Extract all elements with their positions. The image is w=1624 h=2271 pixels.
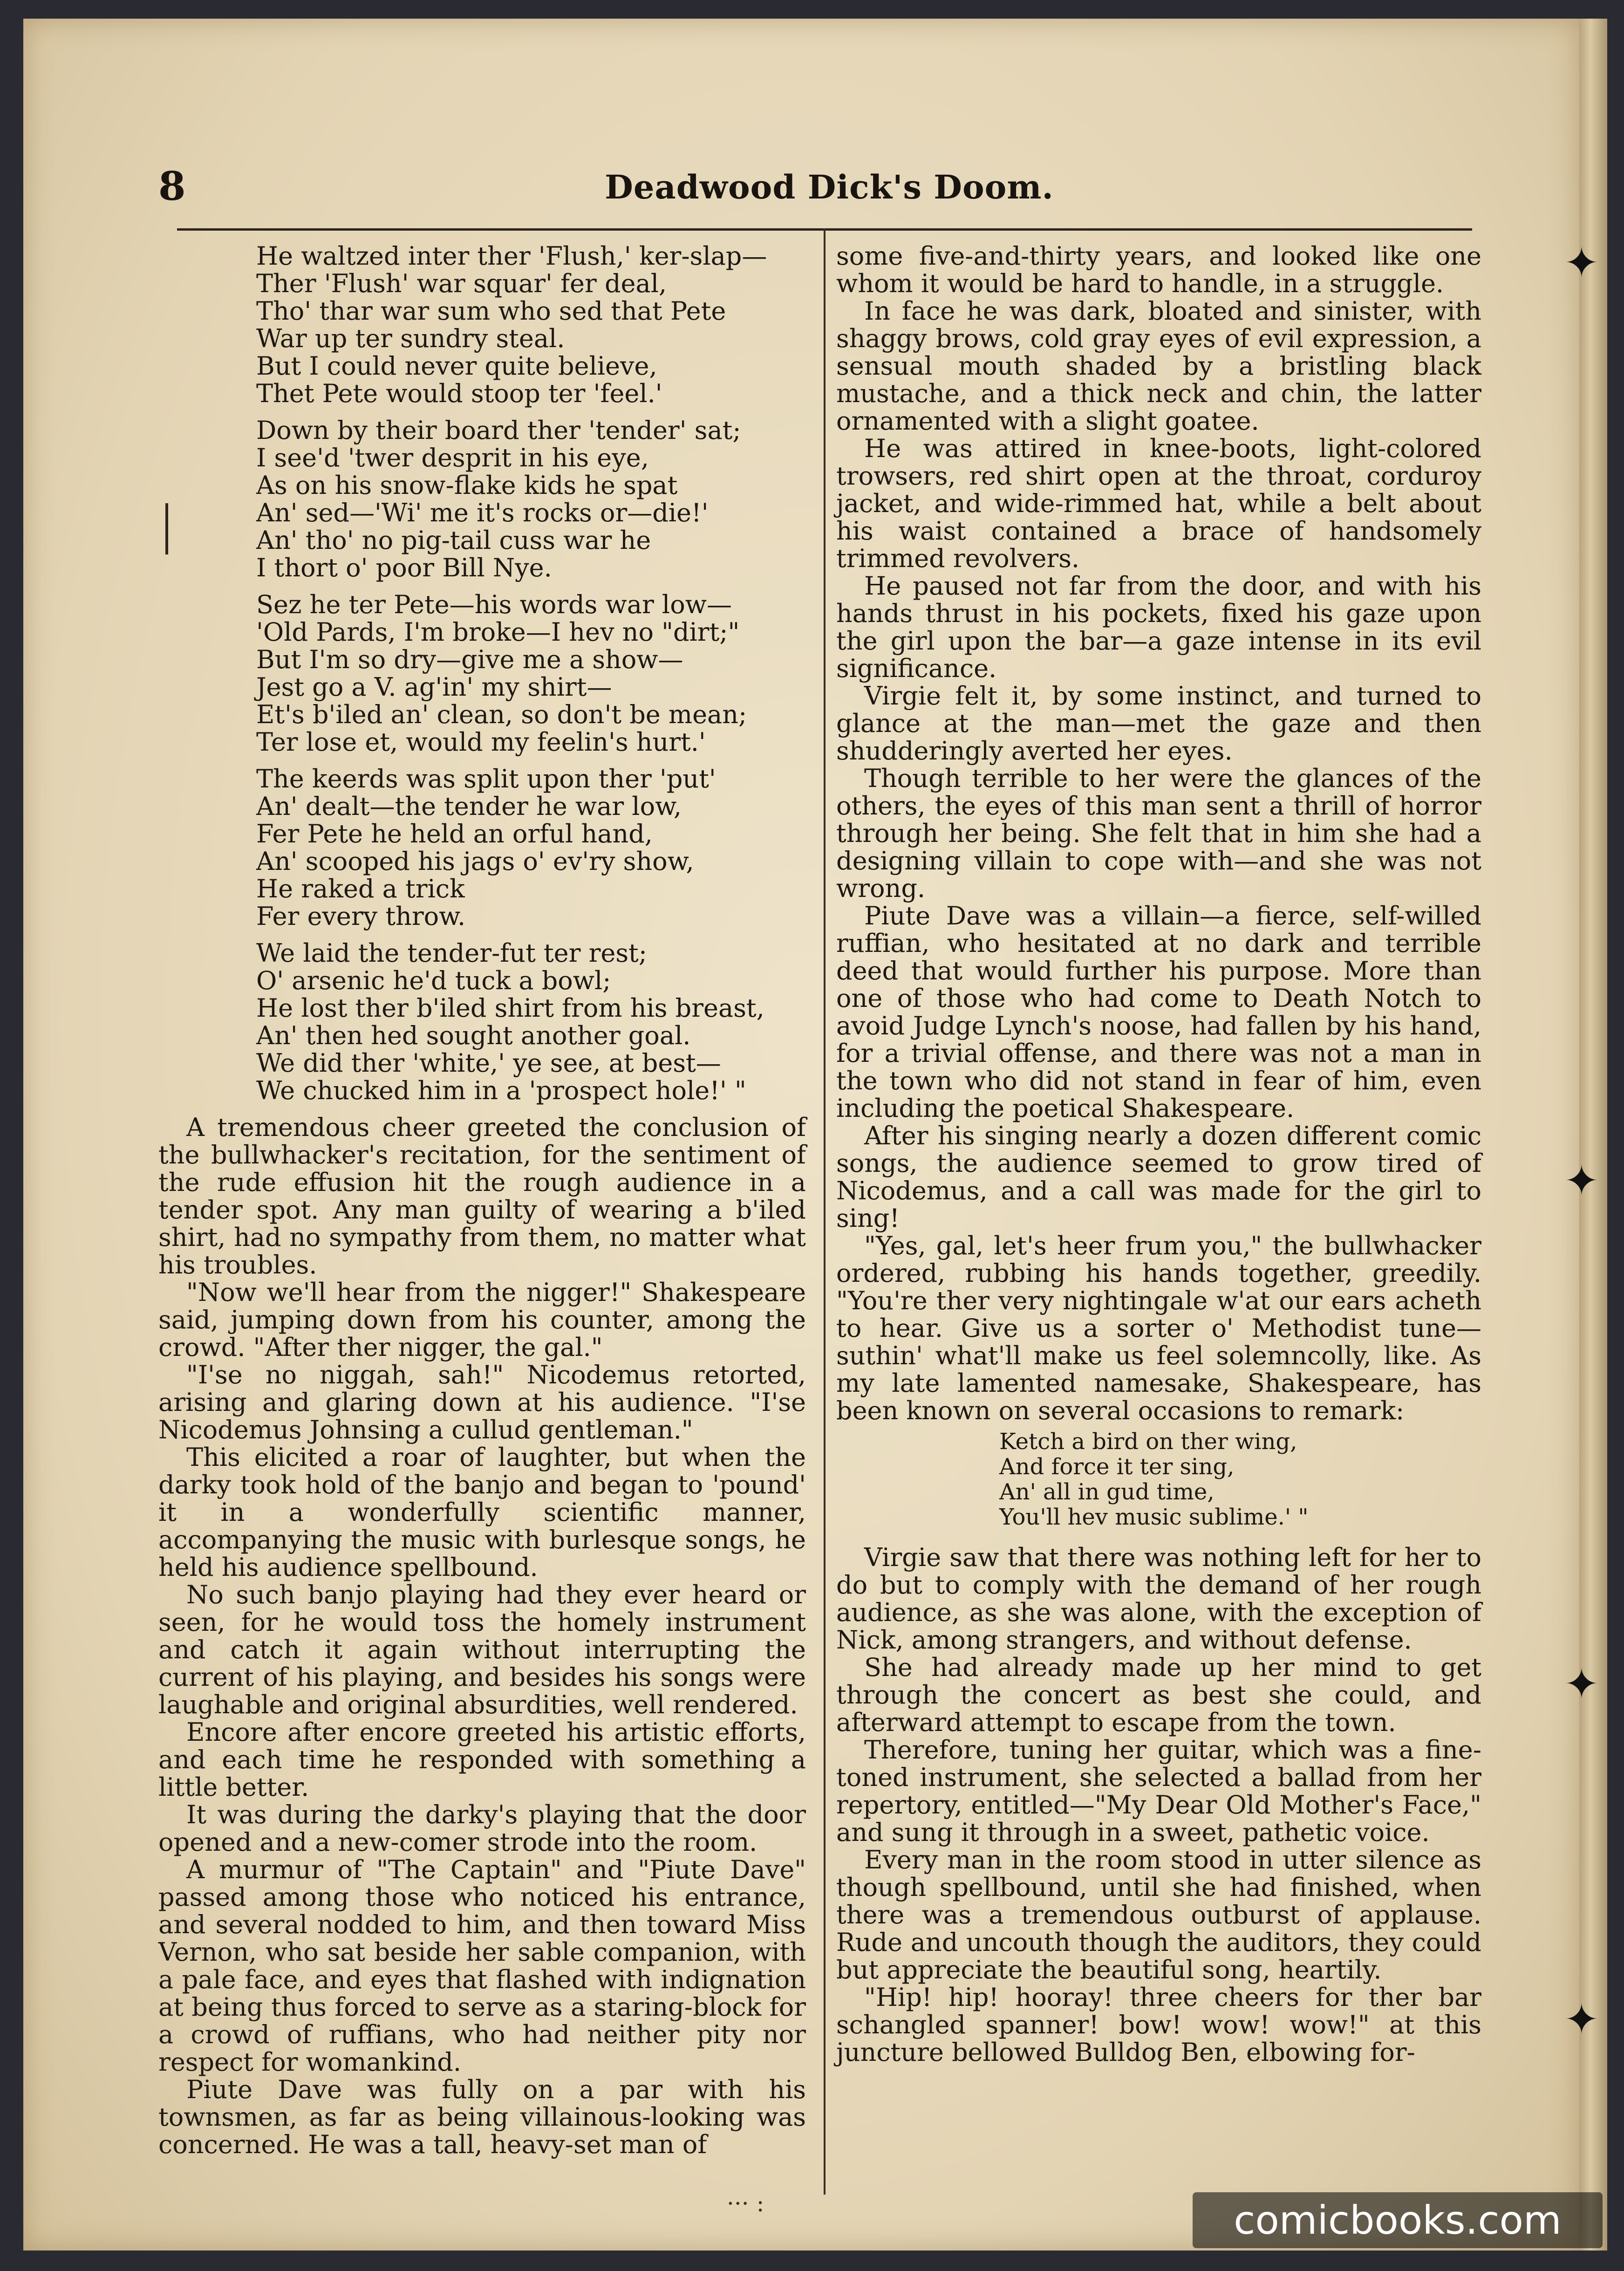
footer-mark: ··· : (727, 2190, 764, 2217)
verse-line: Tho' thar war sum who sed that Pete (256, 296, 726, 326)
verse-stanza (256, 242, 806, 407)
paragraph: some five-and-thirty years, and looked like one whom it would be hard to handle, in a struggle. (836, 241, 1481, 298)
verse-line: An' dealt—the tender he war low, (256, 792, 682, 821)
paragraph: "Now we'll hear from the nigger!" Shakespeare said, jumping down from his counter, among the crowd. "After ther nigger, the gal." (158, 1278, 806, 1362)
verse-line: We laid the tender-fut ter rest; (256, 938, 647, 968)
paragraph: Piute Dave was a villain—a fierce, self-willed ruffian, who hesitated at no dark and terrible deed that would further his purpose. More than one of those who had come to Death Notch to avoid Judge Lynch's noose, had fallen by his hand, for a trivial offense, and there was not a man in the town who did not stand in fear of him, even including the poetical Shakespeare. (836, 901, 1481, 1123)
paragraph: He was attired in knee-boots, light-colored trowsers, red shirt open at the throat, corduroy jacket, and wide-rimmed hat, while a belt about his waist contained a brace of handsomely trimmed revolvers. (836, 434, 1481, 573)
verse-stanza (256, 591, 806, 756)
verse-stanza (256, 417, 806, 581)
verse-line: I see'd 'twer desprit in his eye, (256, 443, 649, 472)
paragraph: Therefore, tuning her guitar, which was a fine-toned instrument, she selected a ballad from her repertory, entitled—"My Dear Old Mother's Face," and sung it through in a sweet, pathetic voice. (836, 1735, 1481, 1847)
staple-icon: ✦ (1564, 1156, 1599, 1205)
verse-line: He lost ther b'iled shirt from his breast, (256, 993, 764, 1023)
verse-block (158, 242, 806, 1104)
column-divider (824, 228, 826, 2195)
verse-line: O' arsenic he'd tuck a bowl; (256, 966, 611, 995)
paragraph: No such banjo playing had they ever heard or seen, for he would toss the homely instrument and catch it again without interrupting the current of his playing, and besides his songs were laughable and original absurdities, well rendered. (158, 1580, 806, 1719)
right-paragraphs-before-song (836, 242, 1481, 1424)
staple-icon: ✦ (1564, 1660, 1599, 1709)
verse-line: Fer Pete he held an orful hand, (256, 819, 653, 848)
verse-line: An' scooped his jags o' ev'ry show, (256, 847, 694, 876)
paragraph: "I'se no niggah, sah!" Nicodemus retorted, arising and glaring down at his audience. "I'se Nicodemus Johnsing a cullud gentleman." (158, 1360, 806, 1444)
verse-line: But I could never quite believe, (256, 351, 657, 381)
verse-line: The keerds was split upon ther 'put' (256, 764, 716, 793)
paragraph: She had already made up her mind to get through the concert as best she could, and afterward attempt to escape from the town. (836, 1653, 1481, 1737)
page-binding-edge (1579, 19, 1607, 2250)
verse-line: Thet Pete would stoop ter 'feel.' (256, 379, 662, 408)
song-line: You'll hev music sublime.' " (999, 1504, 1309, 1530)
page-number: 8 (158, 163, 186, 209)
verse-line: We did ther 'white,' ye see, at best— (256, 1048, 721, 1078)
paragraph: A tremendous cheer greeted the conclusion of the bullwhacker's recitation, for the sentiment of the rude effusion hit the rough audience in a tender spot. Any man guilty of wearing a b'iled shirt, had no sympathy from them, no matter what his troubles. (158, 1113, 806, 1279)
verse-stanza (256, 765, 806, 930)
song-line: An' all in gud time, (999, 1479, 1215, 1505)
verse-line: He waltzed inter ther 'Flush,' ker-slap— (256, 241, 767, 271)
right-paragraphs-after-song (836, 1544, 1481, 2066)
verse-line: Ter lose et, would my feelin's hurt.' (256, 727, 706, 757)
left-paragraphs (158, 1114, 806, 2158)
song-line: And force it ter sing, (999, 1454, 1235, 1480)
paragraph: Every man in the room stood in utter silence as though spellbound, until she had finished, when there was a tremendous outburst of applause. Rude and uncouth though the auditors, they could but appreciate the beautiful song, heartily. (836, 1845, 1481, 1984)
verse-line: An' then hed sought another goal. (256, 1021, 691, 1050)
verse-stanza (256, 939, 806, 1104)
verse-line: As on his snow-flake kids he spat (256, 471, 678, 500)
verse-line: Sez he ter Pete—his words war low— (256, 590, 732, 619)
verse-line: I thort o' poor Bill Nye. (256, 553, 552, 582)
paragraph: "Hip! hip! hooray! three cheers for ther bar schangled spanner! bow! wow! wow!" at this juncture bellowed Bulldog Ben, elbowing for- (836, 1983, 1481, 2067)
paragraph: Virgie felt it, by some instinct, and turned to glance at the man—met the gaze and then shudderingly averted her eyes. (836, 681, 1481, 766)
page-header (158, 154, 1500, 224)
verse-line: But I'm so dry—give me a show— (256, 645, 683, 674)
paragraph: Encore after encore greeted his artistic efforts, and each time he responded with something a little better. (158, 1717, 806, 1802)
paragraph: Virgie saw that there was nothing left for her to do but to comply with the demand of her rough audience, as she was alone, with the exception of Nick, among strangers, and without defense. (836, 1543, 1481, 1655)
verse-line: War up ter sundry steal. (256, 324, 565, 353)
paragraph: After his singing nearly a dozen different comic songs, the audience seemed to grow tired of Nicodemus, and a call was made for the girl to sing! (836, 1121, 1481, 1233)
paragraph: This elicited a roar of laughter, but when the darky took hold of the banjo and began to 'pound' it in a wonderfully scientific manner, accompanying the music with burlesque songs, he held his audience spellbound. (158, 1443, 806, 1582)
verse-line: Fer every throw. (256, 902, 466, 931)
verse-line: An' sed—'Wi' me it's rocks or—die!' (256, 498, 709, 527)
verse-line: Ther 'Flush' war squar' fer deal, (256, 269, 667, 298)
verse-line: Jest go a V. ag'in' my shirt— (256, 672, 612, 702)
paragraph: It was during the darky's playing that the door opened and a new-comer strode into the room. (158, 1800, 806, 1857)
paragraph: A murmur of "The Captain" and "Piute Dave" passed among those who noticed his entrance, and several nodded to him, and then toward Miss Vernon, who sat beside her sable companion, with a pale face, and eyes that flashed with indignation at being thus forced to serve as a staring-block for a crowd of ruffians, who had neither pity nor respect for womankind. (158, 1855, 806, 2077)
right-column (836, 242, 1481, 2066)
verse-line: Et's b'iled an' clean, so don't be mean; (256, 700, 747, 729)
verse-line: We chucked him in a 'prospect hole!' " (256, 1076, 746, 1105)
running-title: Deadwood Dick's Doom. (605, 168, 1054, 206)
paragraph: Though terrible to her were the glances of the others, the eyes of this man sent a thrill of horror through her being. She felt that in him she had a designing villain to cope with—and she was not wrong. (836, 764, 1481, 903)
paragraph: Piute Dave was fully on a par with his townsmen, as far as being villainous-looking was concerned. He was a tall, heavy-set man of (158, 2075, 806, 2159)
paragraph: "Yes, gal, let's heer frum you," the bullwhacker ordered, rubbing his hands together, greedily. "You're ther very nightingale w'at our ears acheth to hear. Give us a sorter o' Methodist tune—suthin' what'll make us feel solemncolly, like. As my late lamented namesake, Shakespeare, has been known on several occasions to remark: (836, 1231, 1481, 1425)
song-line: Ketch a bird on ther wing, (999, 1429, 1297, 1455)
verse-line: Down by their board ther 'tender' sat; (256, 416, 741, 445)
watermark: comicbooks.com (1193, 2192, 1603, 2248)
staple-icon: ✦ (1564, 239, 1599, 287)
staple-icon: ✦ (1564, 1995, 1599, 2044)
verse-line: An' tho' no pig-tail cuss war he (256, 526, 651, 555)
left-column (158, 242, 806, 2158)
verse-line: 'Old Pards, I'm broke—I hev no "dirt;" (256, 617, 740, 647)
verse-line: He raked a trick (256, 874, 465, 903)
paragraph: In face he was dark, bloated and sinister, with shaggy brows, cold gray eyes of evil expression, a sensual mouth shaded by a bristling black mustache, and a thick neck and chin, the latter ornamented with a slight goatee. (836, 296, 1481, 436)
paragraph: He paused not far from the door, and with his hands thrust in his pockets, fixed his gaze upon the girl upon the bar—a gaze intense in its evil significance. (836, 571, 1481, 683)
song-verse (999, 1429, 1481, 1530)
